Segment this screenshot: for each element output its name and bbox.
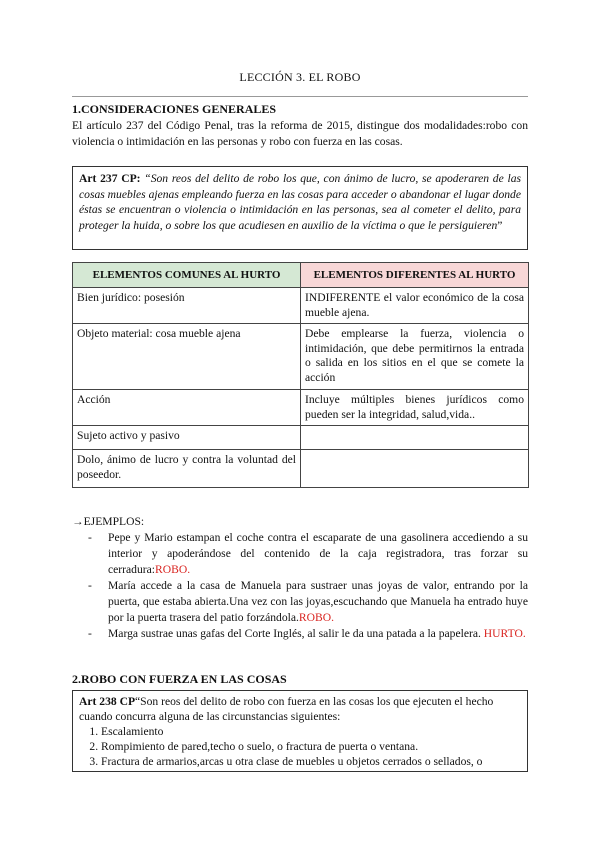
example-text: María accede a la casa de Manuela para sustraer unas joyas de valor, entrando por la puerta, que estaba abierta.Una vez con las joyas,escuchando que Manuela ha entrado huye por la puerta trasera del patio forzándola. — [108, 579, 528, 624]
example-verdict: ROBO. — [154, 563, 191, 576]
header-different-elements: ELEMENTOS DIFERENTES AL HURTO — [301, 263, 529, 288]
dash-bullet: - — [88, 579, 92, 592]
table-cell — [301, 450, 529, 488]
list-item — [72, 626, 528, 642]
examples-list — [72, 530, 528, 642]
dash-bullet: - — [88, 627, 92, 640]
art-238-list — [79, 724, 521, 769]
examples-section — [72, 514, 528, 642]
table-header-row — [73, 263, 529, 288]
elements-table — [72, 262, 529, 488]
list-item — [72, 578, 528, 626]
section-1-intro: El artículo 237 del Código Penal, tras la reforma de 2015, distingue dos modalidades:robo con violencia o intimidación en las personas y robo con fuerza en las cosas. — [72, 119, 528, 148]
table-row — [73, 324, 529, 390]
table-cell: Dolo, ánimo de lucro y contra la voluntad del poseedor. — [73, 450, 301, 488]
art-238-text: “Son reos del delito de robo con fuerza en las cosas los que ejecuten el hecho cuando concurra alguna de las circunstancias siguientes: — [79, 695, 494, 723]
list-item: 2. Rompimiento de pared,techo o suelo, o fractura de puerta o ventana. — [101, 739, 521, 754]
section-2-heading: 2.ROBO CON FUERZA EN LAS COSAS — [72, 672, 287, 686]
table-cell: INDIFERENTE el valor económico de la cosa mueble ajena. — [301, 288, 529, 324]
art-237-box — [72, 166, 528, 250]
table-row — [73, 426, 529, 450]
example-text: Pepe y Mario estampan el coche contra el escaparate de una gasolinera accediendo a su interior y apoderándose del contenido de la caja registradora, tras forzar su cerradura: — [108, 531, 528, 576]
art-237-text: “Son reos del delito de robo los que, con ánimo de lucro, se apoderaren de las cosas muebles ajenas empleando fuerza en las cosas para acceder o abandonar el lugar donde éstas se encuentran o violencia o intimidación en las personas, sea al cometer el delito, para proteger la huida, o sobre los que acudiesen en auxilio de la víctima o que le persiguieren — [79, 172, 522, 232]
header-common-elements: ELEMENTOS COMUNES AL HURTO — [73, 263, 301, 288]
table-row — [73, 390, 529, 426]
art-237-label: Art 237 CP: — [79, 172, 141, 185]
list-item: 3. Fractura de armarios,arcas u otra clase de muebles u objetos cerrados o sellados, o — [101, 754, 521, 769]
table-cell: Sujeto activo y pasivo — [73, 426, 301, 450]
art-238-box — [72, 690, 528, 772]
lesson-title: LECCIÓN 3. EL ROBO — [239, 70, 361, 84]
art-237-close-quote: ” — [497, 218, 503, 232]
table-row — [73, 450, 529, 488]
table-row — [73, 288, 529, 324]
table-cell: Acción — [73, 390, 301, 426]
title-divider — [72, 96, 528, 97]
example-verdict: HURTO. — [483, 627, 526, 640]
list-item: 1. Escalamiento — [101, 724, 521, 739]
art-238-label: Art 238 CP — [79, 695, 136, 708]
table-cell: Bien jurídico: posesión — [73, 288, 301, 324]
example-text: Marga sustrae unas gafas del Corte Inglés, al salir le da una patada a la papelera. — [108, 627, 481, 640]
section-1-heading: 1.CONSIDERACIONES GENERALES — [72, 102, 277, 116]
table-cell: Objeto material: cosa mueble ajena — [73, 324, 301, 390]
dash-bullet: - — [88, 531, 92, 544]
examples-heading: →EJEMPLOS: — [72, 515, 145, 528]
example-verdict: ROBO. — [298, 611, 335, 624]
list-item — [72, 530, 528, 578]
table-cell: Incluye múltiples bienes jurídicos como pueden ser la integridad, salud,vida.. — [301, 390, 529, 426]
table-cell: Debe emplearse la fuerza, violencia o intimidación, que debe permitirnos la entrada o salida en los sitios en el que se comete la acción — [301, 324, 529, 390]
table-cell — [301, 426, 529, 450]
